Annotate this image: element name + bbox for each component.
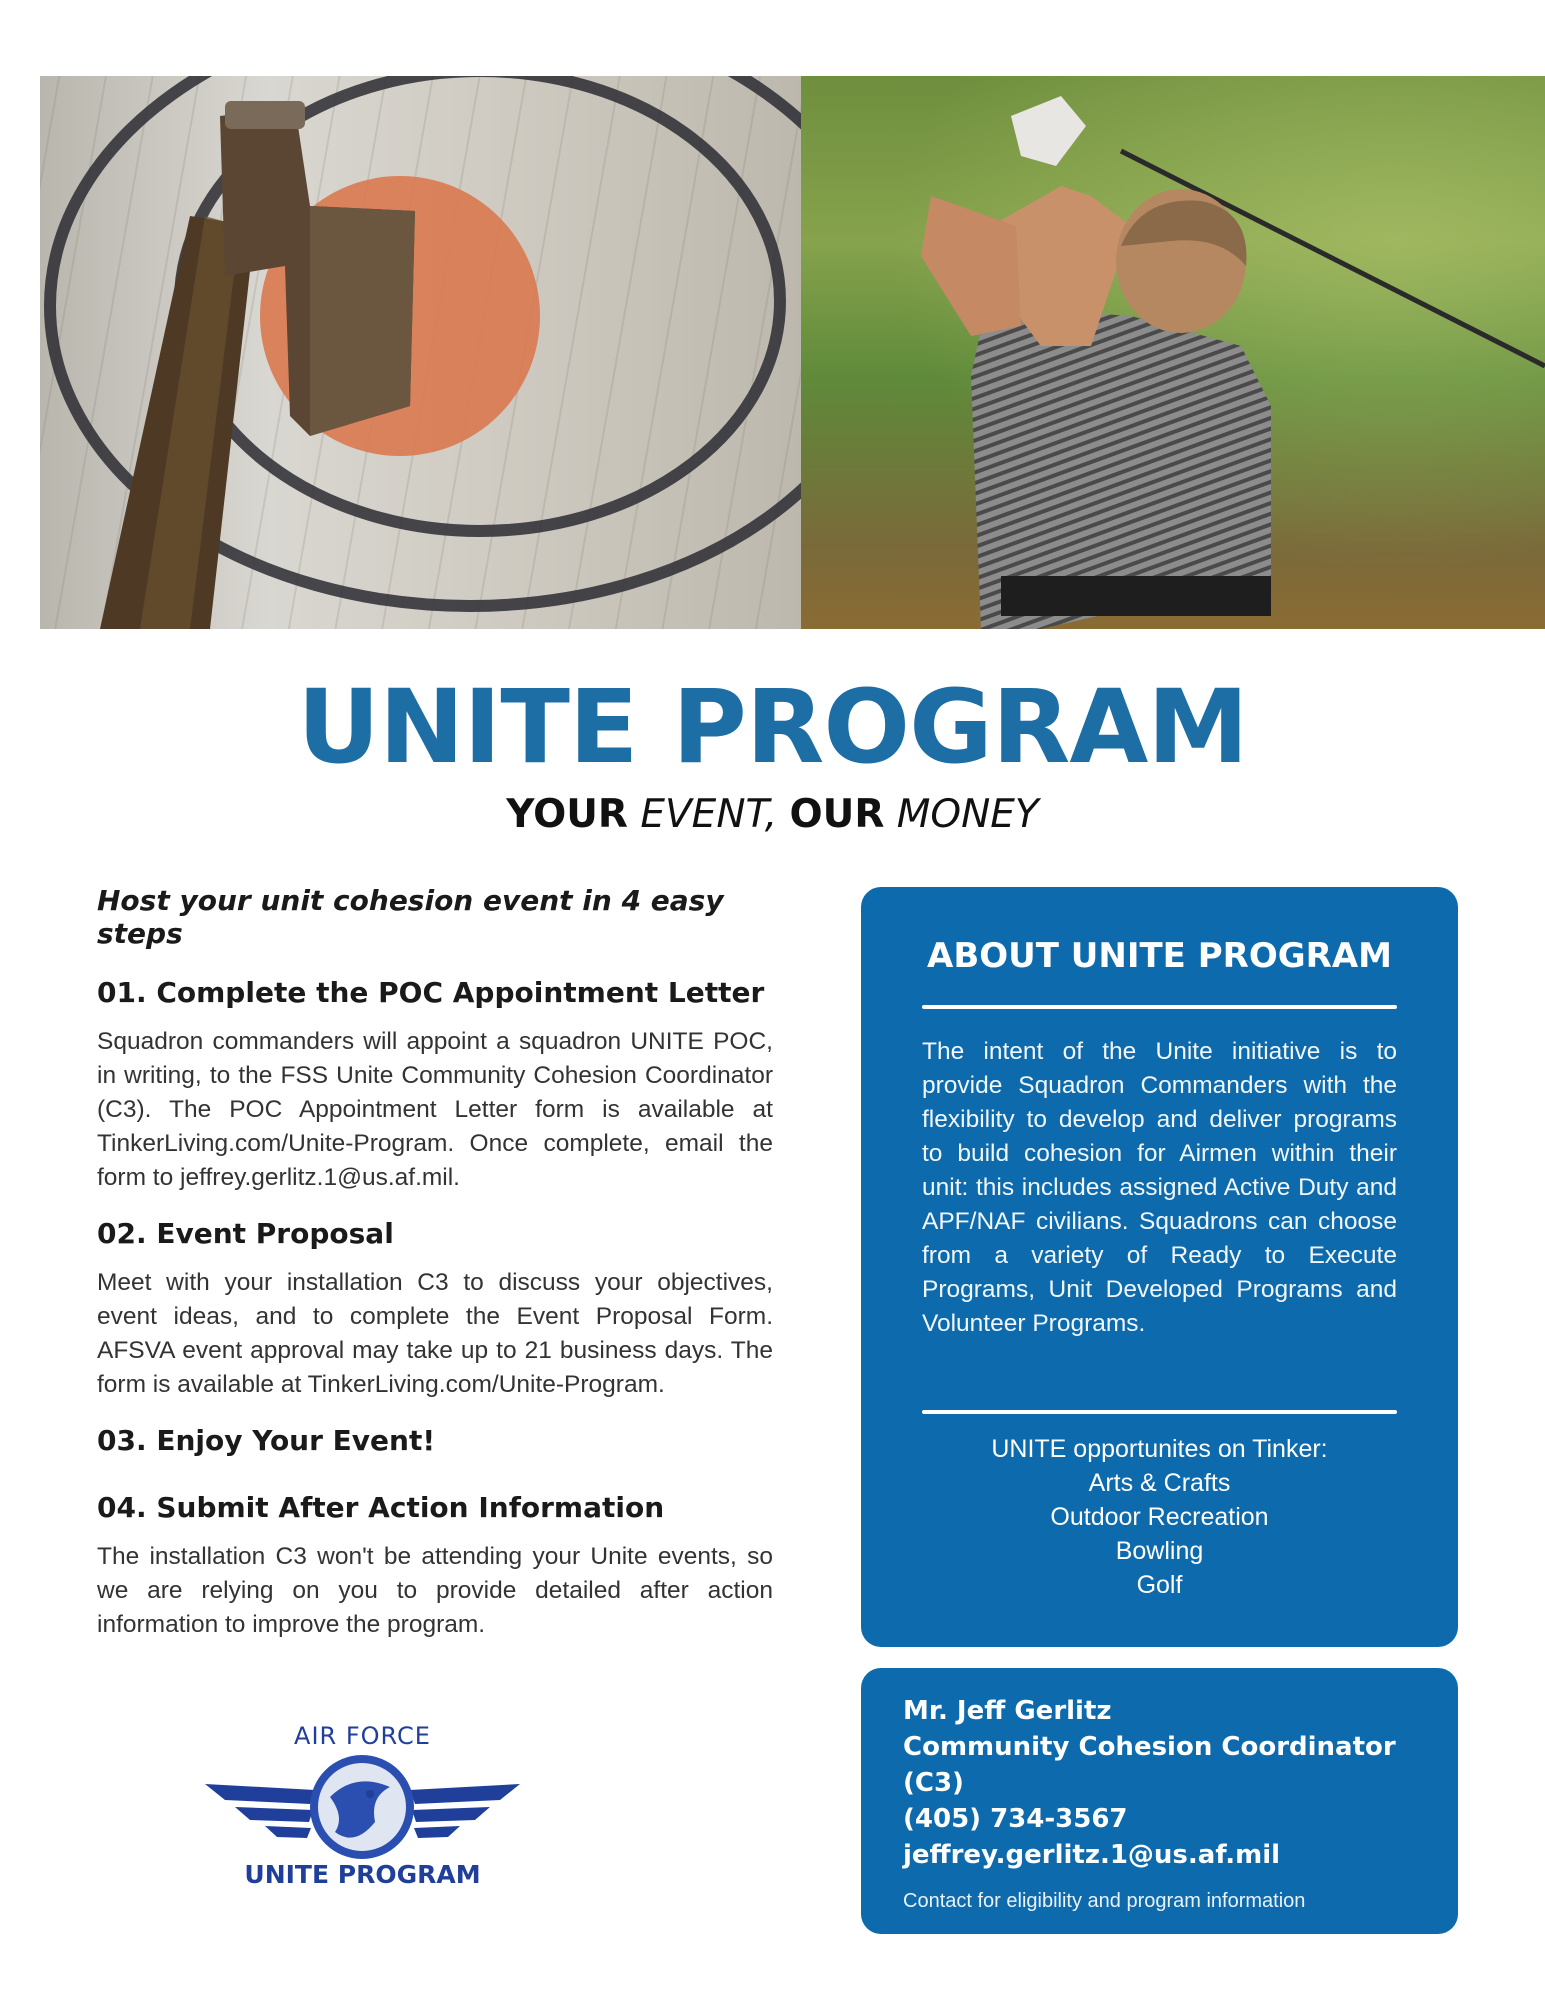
divider <box>922 1410 1397 1414</box>
logo-bottom-text: UNITE PROGRAM <box>244 1860 481 1889</box>
step-1 <box>97 976 773 1195</box>
contact-email[interactable]: jeffrey.gerlitz.1@us.af.mil <box>903 1840 1281 1870</box>
contact-phone[interactable]: (405) 734-3567 <box>903 1804 1128 1834</box>
divider <box>922 1005 1397 1009</box>
opportunity-item: Golf <box>1136 1571 1183 1599</box>
about-title: ABOUT UNITE PROGRAM <box>927 936 1392 976</box>
air-force-unite-logo <box>205 1722 520 1892</box>
eagle-wings-icon <box>205 1752 520 1862</box>
step-3 <box>97 1424 773 1457</box>
steps-column <box>97 884 773 1664</box>
hero-images <box>40 76 1545 629</box>
step-body: Squadron commanders will appoint a squadron UNITE POC, in writing, to the FSS Unite Community Cohesion Coordinator (C3). The POC Appointment Letter form is available at TinkerLiving.com/Unite-Program. Once complete, email the form to jeffrey.gerlitz.1@us.af.mil. <box>97 1028 773 1191</box>
step-body: The installation C3 won't be attending your Unite events, so we are relying on you to provide detailed after action information to improve the program. <box>97 1543 773 1638</box>
tagline-money: MONEY <box>884 792 1039 837</box>
step-body: Meet with your installation C3 to discuss your objectives, event ideas, and to complete the Event Proposal Form. AFSVA event approval may take up to 21 business days. The form is available at TinkerLiving.com/Unite-Program. <box>97 1269 773 1398</box>
opportunity-item: Arts & Crafts <box>1088 1469 1231 1497</box>
opportunities-heading: UNITE opportunites on Tinker: <box>991 1435 1328 1463</box>
page-title: UNITE PROGRAM <box>297 668 1248 787</box>
axe-target-photo <box>40 76 801 629</box>
opportunity-item: Bowling <box>1115 1537 1204 1565</box>
contact-details <box>903 1693 1423 1873</box>
tagline-our: OUR <box>789 792 885 837</box>
about-panel <box>861 887 1458 1647</box>
golfer-photo <box>801 76 1545 629</box>
about-body: The intent of the Unite initiative is to provide Squadron Commanders with the flexibility to develop and deliver programs to build cohesion for Airmen within their unit: this includes assigned Active Duty and APF/NAF civilians. Squadrons can choose from a variety of Ready to Execute Programs, Unit Developed Programs and Volunteer Programs. <box>922 1038 1397 1337</box>
step-2 <box>97 1217 773 1402</box>
step-title: 03. Enjoy Your Event! <box>97 1424 436 1457</box>
contact-role-abbrev: (C3) <box>903 1768 964 1798</box>
step-title: 02. Event Proposal <box>97 1217 394 1250</box>
contact-role: Community Cohesion Coordinator <box>903 1732 1396 1762</box>
step-title: 04. Submit After Action Information <box>97 1491 665 1524</box>
opportunities-list <box>861 1432 1458 1602</box>
contact-panel <box>861 1668 1458 1934</box>
steps-intro: Host your unit cohesion event in 4 easy steps <box>97 884 724 950</box>
step-title: 01. Complete the POC Appointment Letter <box>97 976 765 1009</box>
opportunity-item: Outdoor Recreation <box>1050 1503 1269 1531</box>
step-4 <box>97 1491 773 1642</box>
tagline <box>0 792 1545 837</box>
logo-top-text: AIR FORCE <box>294 1722 431 1750</box>
contact-name: Mr. Jeff Gerlitz <box>903 1696 1112 1726</box>
tagline-your: YOUR <box>506 792 628 837</box>
contact-note: Contact for eligibility and program information <box>903 1890 1306 1912</box>
tagline-event: EVENT, <box>627 792 790 837</box>
